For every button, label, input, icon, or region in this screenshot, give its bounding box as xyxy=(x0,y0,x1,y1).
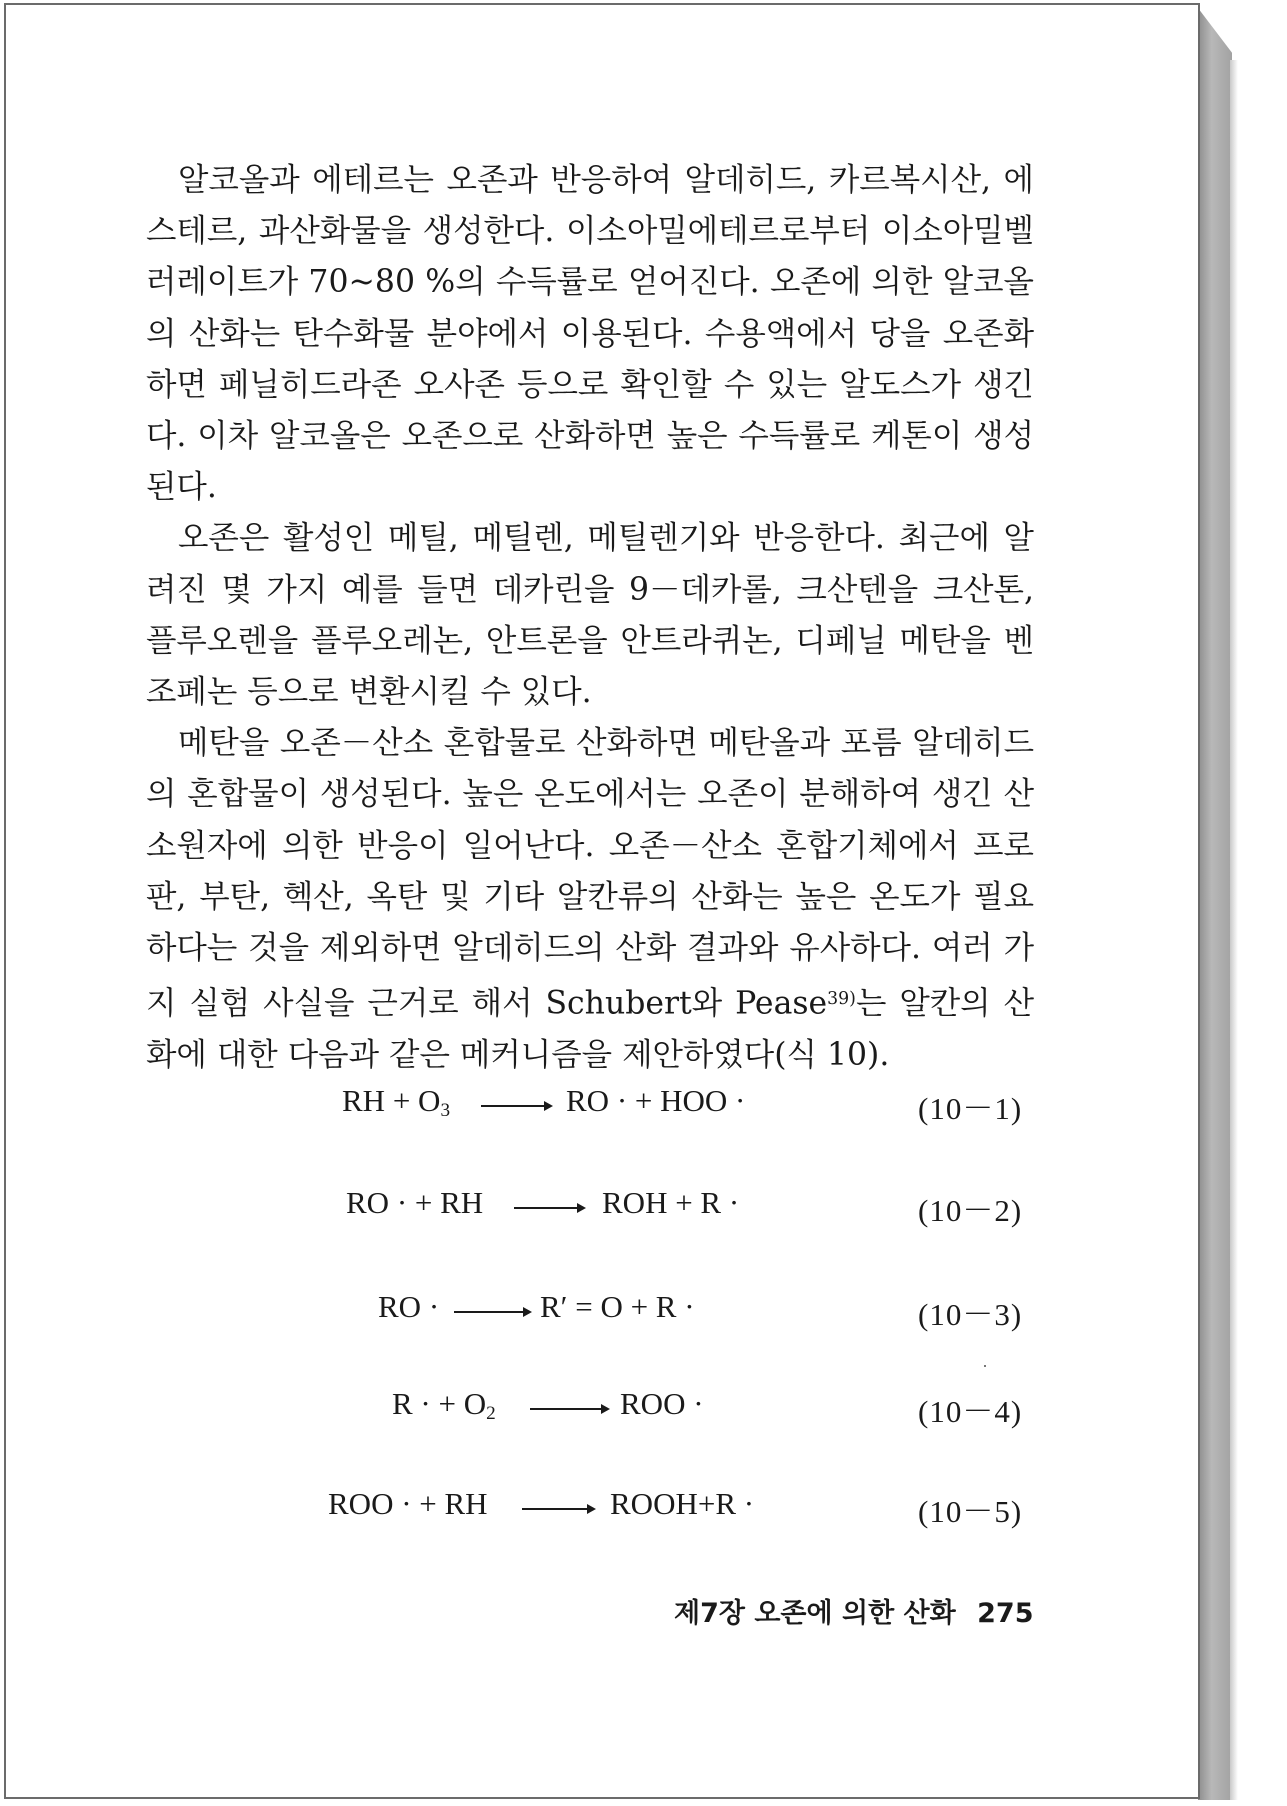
equation-number: (10－5) xyxy=(918,1494,1023,1529)
equation-10-4 xyxy=(6,1386,1206,1430)
equation-10-5 xyxy=(6,1486,1206,1530)
equation-10-3 xyxy=(6,1289,1206,1333)
equation-number: (10－1) xyxy=(918,1091,1023,1126)
equation-rhs: ROO · xyxy=(620,1386,704,1421)
reference-superscript: 39) xyxy=(827,989,856,1010)
equation-rhs: ROOH+R · xyxy=(610,1486,755,1521)
reaction-arrow-icon xyxy=(530,1408,608,1410)
equation-rhs: ROH + R · xyxy=(602,1185,740,1220)
equation-number: (10－2) xyxy=(918,1193,1023,1228)
equation-lhs: RH + $O_3$ xyxy=(342,1083,451,1121)
reaction-arrow-icon xyxy=(522,1508,594,1510)
equation-number: (10－3) xyxy=(918,1297,1023,1332)
paragraph-methane-oxidation xyxy=(146,718,1034,1081)
scan-speck xyxy=(984,1365,986,1367)
reaction-arrow-icon xyxy=(481,1105,551,1107)
equation-rhs: R′ = O + R · xyxy=(540,1289,695,1324)
equation-rhs: RO · + HOO · xyxy=(566,1083,746,1118)
chapter-title: 제7장 오존에 의한 산화 xyxy=(674,1598,956,1629)
running-footer xyxy=(674,1591,1034,1630)
equation-lhs: RO · xyxy=(378,1289,440,1324)
equation-lhs: RO · + RH xyxy=(346,1185,484,1220)
page-edge-shadow xyxy=(1230,60,1238,1800)
paragraph-methyl-methylene: 오존은 활성인 메틸, 메틸렌, 메틸렌기와 반응한다. 최근에 알려진 몇 가지 예를 들면 데카린을 9－데카롤, 크산텐을 크산톤, 플루오렌을 플루오레논, 안트론을 안트라퀴논, 디페닐 메탄을 벤조페논 등으로 변환시킬 수 있다. xyxy=(146,520,1034,711)
body-text xyxy=(146,155,1034,1081)
page-stack-edge xyxy=(1198,8,1232,1800)
equation-10-1 xyxy=(6,1083,1206,1127)
reaction-arrow-icon xyxy=(514,1207,584,1209)
book-page xyxy=(4,3,1200,1799)
paragraph-text-before-ref: 메탄을 오존－산소 혼합물로 산화하면 메탄올과 포름 알데히드의 혼합물이 생성된다. 높은 온도에서는 오존이 분해하여 생긴 산소원자에 의한 반응이 일어난다. 오존－산소 혼합기체에서 프로판, 부탄, 헥산, 옥탄 및 기타 알칸류의 산화는 높은 온도가 필요하다는 것을 제외하면 알데히드의 산화 결과와 유사하다. 여러 가지 실험 사실을 근거로 해서 Schubert와 Pease xyxy=(146,725,1034,1022)
page-number: 275 xyxy=(977,1598,1034,1629)
paragraph-text-after-ref: 는 알칸의 산화에 대한 다음과 같은 메커니즘을 제안하였다(식 10). xyxy=(146,985,1034,1073)
equation-number: (10－4) xyxy=(918,1394,1023,1429)
reaction-arrow-icon xyxy=(454,1311,530,1313)
equation-lhs: R · + $O_2$ xyxy=(392,1386,496,1424)
equation-lhs: ROO · + RH xyxy=(328,1486,488,1521)
equation-10-2 xyxy=(6,1185,1206,1229)
paragraph-alcohol-ether: 알코올과 에테르는 오존과 반응하여 알데히드, 카르복시산, 에스테르, 과산화물을 생성한다. 이소아밀에테르로부터 이소아밀벨러레이트가 70~80 %의 수득률로 얻어진다. 오존에 의한 알코올의 산화는 탄수화물 분야에서 이용된다. 수용액에서 당을 오존화하면 페닐히드라존 오사존 등으로 확인할 수 있는 알도스가 생긴다. 이차 알코올은 오존으로 산화하면 높은 수득률로 케톤이 생성된다. xyxy=(146,162,1034,506)
